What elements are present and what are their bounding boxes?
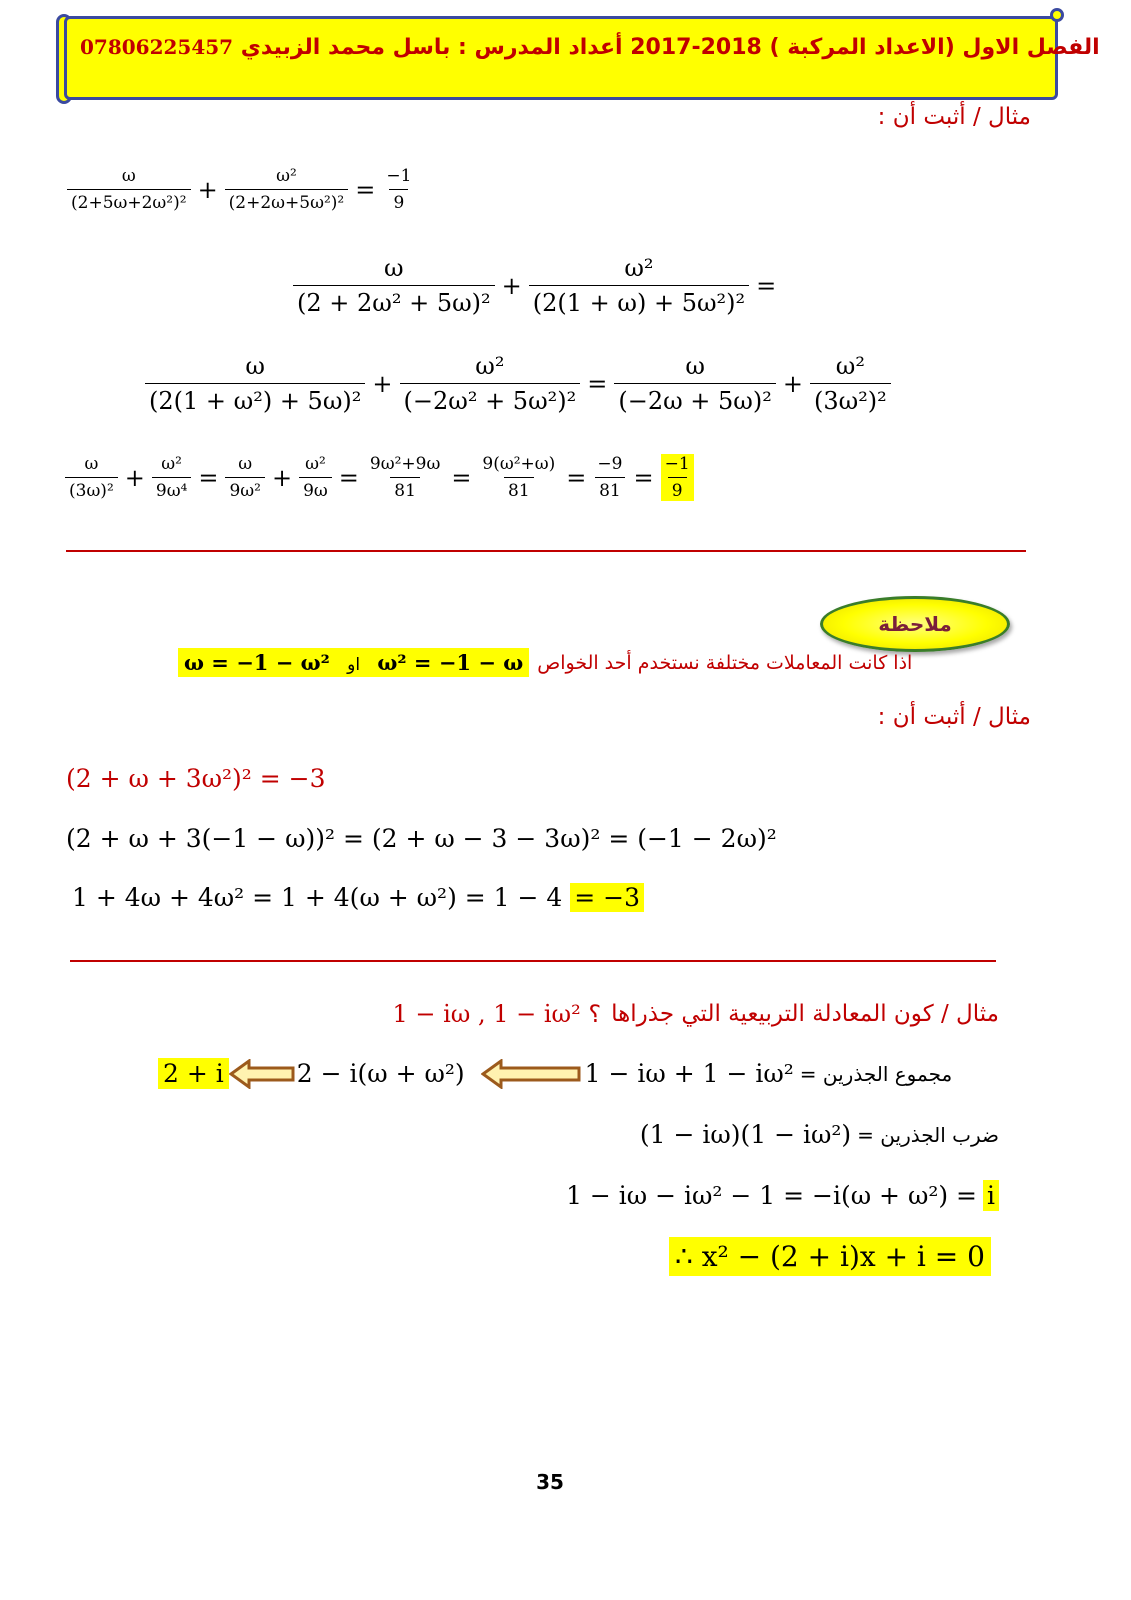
highlighted-result: i (983, 1180, 999, 1211)
fraction: $\frac{\text{ω²}}{\text{(2(1 + ω) + 5ω²)²}}$ (529, 254, 749, 317)
example3-heading-text: مثال / كون المعادلة التربيعية التي جذراها (611, 1001, 999, 1027)
left-arrow-icon (229, 1059, 295, 1089)
example2-line2: (2 + ω + 3(−1 − ω))² = (2 + ω − 3 − 3ω)² = (−1 − 2ω)² (66, 824, 777, 853)
product-simplify: 1 − iω − iω² − 1 = −i(ω + ω²) = i (566, 1180, 999, 1211)
banner-scroll-right (1050, 8, 1064, 22)
fraction: $\frac{\text{ω²}}{\text{9ω⁴}}$ (152, 454, 192, 501)
fraction: $\frac{\text{ω²}}{\text{(−2ω² + 5ω²)²}}$ (400, 352, 581, 415)
note-or: او (347, 655, 361, 675)
note-formula-1: ω² = −1 − ω (377, 650, 524, 675)
final-equation: ∴ x² − (2 + i)x + i = 0 (669, 1237, 991, 1276)
example3-heading (392, 1000, 999, 1028)
divider (66, 550, 1026, 552)
fraction: $\frac{\text{ω²}}{\text{(3ω²)²}}$ (810, 352, 891, 415)
example1-statement: $\frac{\omega}{\text{(2+5ω+2ω²)²}}$ + $\frac{\text{ω²}}{\text{(2+2ω+5ω²)²}}$ = $\frac{-1}{9}$ (64, 166, 418, 213)
fraction: $\frac{\text{9(ω²+ω)}}{81}$ (482, 454, 556, 501)
sum-mid: 2 − i(ω + ω²) (296, 1059, 465, 1088)
sum-result: 2 + i (158, 1058, 229, 1089)
teacher-phone: 07806225457 (80, 35, 234, 59)
fraction: $\frac{\omega}{\text{(−2ω + 5ω)²}}$ (614, 352, 776, 415)
note-text: اذا كانت المعاملات مختلفة نستخدم أحد الخواص (537, 651, 913, 674)
sum-line (158, 1058, 952, 1089)
example1-step3: $\frac{\omega}{\text{(3ω)²}}$ + $\frac{\text{ω²}}{\text{9ω⁴}}$ = $\frac{\omega}{\text{9ω²}}$ + $\frac{\text{ω²}}{9\omega}$ = $\frac{\text{9ω²+9ω}}{81}$ = $\frac{\text{9(ω²+ω)}}{81}$ = $\frac{-9}{81}$ = $\frac{-1}{9}$ (62, 454, 697, 501)
fraction: $\frac{\omega}{\text{(2+5ω+2ω²)²}}$ (67, 166, 191, 213)
example2-statement: (2 + ω + 3ω²)² = −3 (66, 764, 326, 793)
note-badge: ملاحظة (820, 596, 1010, 652)
note-formula-2: ω = −1 − ω² (184, 650, 330, 675)
note-line (178, 648, 912, 677)
product-label: ضرب الجذرين = (857, 1122, 999, 1147)
fraction: $\frac{\omega}{\text{(2(1 + ω²) + 5ω)²}}$ (145, 352, 365, 415)
fraction: $\frac{\omega}{\text{9ω²}}$ (225, 454, 265, 501)
page-number: 35 (536, 1470, 564, 1494)
header-title: الفصل الاول (الاعداد المركبة ) 2018-2017 أعداد المدرس : باسل محمد الزبيدي (240, 35, 1100, 60)
product-line (640, 1120, 999, 1149)
example3-roots: 1 − iω , 1 − iω² ؟ (392, 1000, 602, 1028)
fraction: $\frac{\text{9ω²+9ω}}{81}$ (369, 454, 441, 501)
fraction: $\frac{-1}{9}$ (386, 166, 412, 213)
fraction: $\frac{\text{ω²}}{9\omega}$ (299, 454, 332, 501)
note-formulas (178, 648, 529, 677)
example2-heading: مثال / أثبت أن : (877, 704, 1031, 730)
example1-heading: مثال / أثبت أن : (877, 104, 1031, 130)
fraction: $\frac{-9}{81}$ (593, 454, 626, 501)
fraction: $\frac{\omega}{\text{(3ω)²}}$ (65, 454, 118, 501)
fraction: $\frac{\omega}{\text{(2 + 2ω² + 5ω)²}}$ (293, 254, 495, 317)
highlighted-result: = −3 (570, 883, 644, 912)
example2-line3: 1 + 4ω + 4ω² = 1 + 4(ω + ω²) = 1 − 4 = −3 (72, 883, 644, 912)
header-text (80, 34, 1100, 60)
product-expr: (1 − iω)(1 − iω²) (639, 1120, 852, 1149)
example1-step2: $\frac{\omega}{\text{(2(1 + ω²) + 5ω)²}}$ + $\frac{\text{ω²}}{\text{(−2ω² + 5ω²)²}}$ = $\frac{\omega}{\text{(−2ω + 5ω)²}}$ + $\frac{\text{ω²}}{\text{(3ω²)²}}$ (142, 352, 894, 415)
example1-step1: $\frac{\omega}{\text{(2 + 2ω² + 5ω)²}}$ + $\frac{\text{ω²}}{\text{(2(1 + ω) + 5ω²)²}}$ = (290, 254, 780, 317)
fraction: $\frac{\text{ω²}}{\text{(2+2ω+5ω²)²}}$ (225, 166, 349, 213)
left-arrow-icon (481, 1059, 581, 1089)
highlighted-result: $\frac{-1}{9}$ (661, 454, 694, 501)
sum-label: مجموع الجذرين = (799, 1061, 953, 1086)
divider (70, 960, 996, 962)
sum-expr: 1 − iω + 1 − iω² (584, 1059, 794, 1088)
